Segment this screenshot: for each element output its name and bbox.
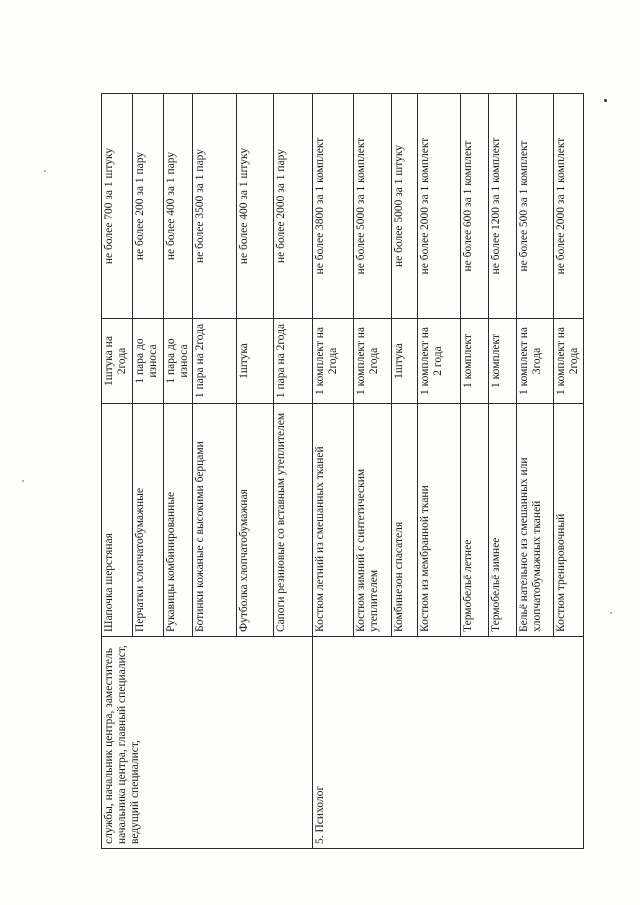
period-cell: 1 пара до износа (164, 319, 193, 404)
price-cell: не более 1200 за 1 комплект (489, 94, 517, 319)
period-cell: 1 комплект (489, 319, 517, 404)
period-cell: 1штука на 2года (102, 319, 133, 404)
price-cell: не более 600 за 1 комплект (461, 94, 489, 319)
item-cell: Рукавицы комбинированные (164, 404, 193, 637)
table-row (313, 94, 354, 849)
price-cell: не более 400 за 1 пару (164, 94, 193, 319)
rotated-page (101, 94, 583, 849)
table-row (102, 94, 133, 849)
price-cell: не более 200 за 1 пару (133, 94, 164, 319)
price-cell: не более 5000 за 1 комплект (354, 94, 392, 319)
item-cell: Костюм из мембранной ткани (418, 404, 461, 637)
item-cell: Футболка хлопчатобумажная (237, 404, 274, 637)
period-cell: 1штука (237, 319, 274, 404)
item-cell: Бельё нательное из смешанных или хлопчатобумажных тканей (517, 404, 554, 637)
position-cell: службы, начальник центра, заместитель начальника центра, главный специалист, ведущий специалист, (102, 637, 313, 849)
price-cell: не более 3500 за 1 пару (193, 94, 237, 319)
scan-speck (604, 99, 607, 102)
item-cell: Перчатки хлопчатобумажные (133, 404, 164, 637)
period-cell: 1штука (392, 319, 418, 404)
period-cell: 1 комплект на 3года (517, 319, 554, 404)
period-cell: 1 комплект (461, 319, 489, 404)
period-cell: 1 пара до износа (133, 319, 164, 404)
item-cell: Ботинки кожаные с высокими берцами (193, 404, 237, 637)
period-cell: 1 комплект на 2года (354, 319, 392, 404)
period-cell: 1 комплект на 2года (313, 319, 354, 404)
item-cell: Костюм летний из смешанных тканей (313, 404, 354, 637)
item-cell: Комбинезон спасателя (392, 404, 418, 637)
scan-speck (22, 480, 24, 482)
item-cell: Костюм тренировочный (554, 404, 584, 637)
price-cell: не более 2000 за 1 пару (274, 94, 313, 319)
item-cell: Костюм зимний с синтетическим утеплителем (354, 404, 392, 637)
period-cell: 1 пара на 2года (193, 319, 237, 404)
price-cell: не более 500 за 1 комплект (517, 94, 554, 319)
period-cell: 1 пара на 2года (274, 319, 313, 404)
price-cell: не более 700 за 1 штуку (102, 94, 133, 319)
period-cell: 1 комплект на 2года (554, 319, 584, 404)
price-cell: не более 3800 за 1 комплект (313, 94, 354, 319)
price-cell: не более 5000 за 1 штуку (392, 94, 418, 319)
item-cell: Шапочка шерстяная (102, 404, 133, 637)
item-cell: Сапоги резиновые со вставным утеплителем (274, 404, 313, 637)
price-cell: не более 2000 за 1 комплект (554, 94, 584, 319)
scan-speck (610, 612, 612, 614)
item-cell: Термобельё зимнее (489, 404, 517, 637)
clothing-norms-table (101, 93, 584, 849)
scan-speck (44, 170, 46, 172)
item-cell: Термобельё летнее (461, 404, 489, 637)
price-cell: не более 400 за 1 штуку (237, 94, 274, 319)
price-cell: не более 2000 за 1 комплект (418, 94, 461, 319)
position-cell: 5. Психолог (313, 637, 584, 849)
period-cell: 1 комплект на 2 года (418, 319, 461, 404)
